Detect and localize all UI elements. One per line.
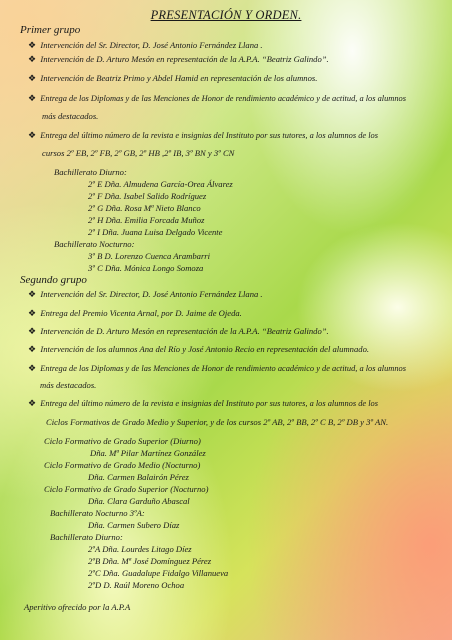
g2-line: 2ºD D. Raúl Moreno Ochoa (88, 580, 185, 590)
g1-bullet-2: ❖ Intervención de D. Arturo Mesón en representación de la A.P.A. “Beatriz Galindo”. (28, 54, 329, 65)
diamond-bullet-icon: ❖ (28, 327, 37, 337)
g2-bullet-5: ❖ Entrega de los Diplomas y de las Menciones de Honor de rendimiento académico y de actitud, a los alumnos (28, 364, 406, 374)
g1-line: Bachillerato Nocturno: (54, 239, 135, 249)
g1-line: 3º B D. Lorenzo Cuenca Arambarri (88, 251, 211, 261)
g2-bullet-5-cont: más destacados. (40, 380, 97, 390)
g2-bullet-6-cont: Ciclos Formativos de Grado Medio y Superior, y de los cursos 2º AB, 2º BB, 2º C B, 2º DB y 3º AN. (46, 417, 389, 427)
diamond-bullet-icon: ❖ (28, 399, 37, 409)
g2-line: 2ºC Dña. Guadalupe Fidalgo Villanueva (88, 568, 229, 578)
diamond-bullet-icon: ❖ (28, 94, 37, 104)
g2-line: 2ºA Dña. Lourdes Litago Díez (88, 544, 192, 554)
page-title: PRESENTACIÓN Y ORDEN. (150, 8, 302, 22)
g2-line: Ciclo Formativo de Grado Medio (Nocturno) (44, 460, 201, 470)
g2-line: 2ºB Dña. Mª José Domínguez Pérez (88, 556, 212, 566)
g2-line: Bachillerato Nocturno 3ºA: (50, 508, 145, 518)
g2-line: Ciclo Formativo de Grado Superior (Diurno) (44, 436, 201, 446)
g2-bullet-2: ❖ Entrega del Premio Vicenta Arnal, por D. Jaime de Ojeda. (28, 308, 242, 319)
g1-bullet-5-cont: cursos 2º EB, 2º FB, 2º GB, 2º HB ,2º IB, 3º BN y 3º CN (42, 148, 235, 158)
g1-bullet-5: ❖ Entrega del último número de la revista e insignias del Instituto por sus tutores, a los alumnos de los (28, 131, 378, 141)
diamond-bullet-icon: ❖ (28, 309, 37, 319)
g1-line: 2º F Dña. Isabel Salido Rodríguez (88, 191, 207, 201)
g1-line: 2º H Dña. Emilia Forcada Muñoz (88, 215, 205, 225)
diamond-bullet-icon: ❖ (28, 364, 37, 374)
g2-bullet-6: ❖ Entrega del último número de la revista e insignias del Instituto por sus tutores, a los alumnos de los (28, 399, 378, 409)
g1-bullet-1: ❖ Intervención del Sr. Director, D. José Antonio Fernández Llana . (28, 40, 263, 51)
g1-line: 2º I Dña. Juana Luisa Delgado Vicente (88, 227, 223, 237)
g2-bullet-1: ❖ Intervención del Sr. Director, D. José Antonio Fernández Llana . (28, 289, 263, 300)
g2-bullet-4: ❖ Intervención de los alumnos Ana del Río y José Antonio Recio en representación del alumnado. (28, 344, 370, 355)
diamond-bullet-icon: ❖ (28, 290, 37, 300)
footer-note: Aperitivo ofrecido por la A.P.A (24, 602, 131, 612)
diamond-bullet-icon: ❖ (28, 55, 37, 65)
g2-line: Ciclo Formativo de Grado Superior (Nocturno) (44, 484, 209, 494)
group2-heading: Segundo grupo (20, 274, 87, 286)
g1-line: Bachillerato Diurno: (54, 167, 127, 177)
g1-line: 2º G Dña. Rosa Mª Nieto Blanco (88, 203, 201, 213)
diamond-bullet-icon: ❖ (28, 41, 37, 51)
group1-heading: Primer grupo (20, 24, 81, 36)
g2-line: Dña. Carmen Subero Díaz (88, 520, 180, 530)
g2-line: Dña. Mª Pilar Martínez González (90, 448, 206, 458)
diamond-bullet-icon: ❖ (28, 345, 37, 355)
g2-line: Bachillerato Diurno: (50, 532, 123, 542)
g2-line: Dña. Carmen Balairón Pérez (88, 472, 189, 482)
g2-line: Dña. Clara Garduño Abascal (88, 496, 190, 506)
g1-bullet-4-cont: más destacados. (42, 111, 99, 121)
g1-bullet-4: ❖ Entrega de los Diplomas y de las Menciones de Honor de rendimiento académico y de actitud, a los alumnos (28, 94, 406, 104)
g1-line: 2º E Dña. Almudena García-Orea Álvarez (88, 179, 233, 189)
diamond-bullet-icon: ❖ (28, 131, 37, 141)
g2-bullet-3: ❖ Intervención de D. Arturo Mesón en representación de la A.P.A. “Beatriz Galindo”. (28, 326, 329, 337)
g1-line: 3º C Dña. Mónica Longo Somoza (88, 263, 204, 273)
diamond-bullet-icon: ❖ (28, 74, 37, 84)
g1-bullet-3: ❖ Intervención de Beatriz Primo y Abdel Hamid en representación de los alumnos. (28, 73, 318, 84)
